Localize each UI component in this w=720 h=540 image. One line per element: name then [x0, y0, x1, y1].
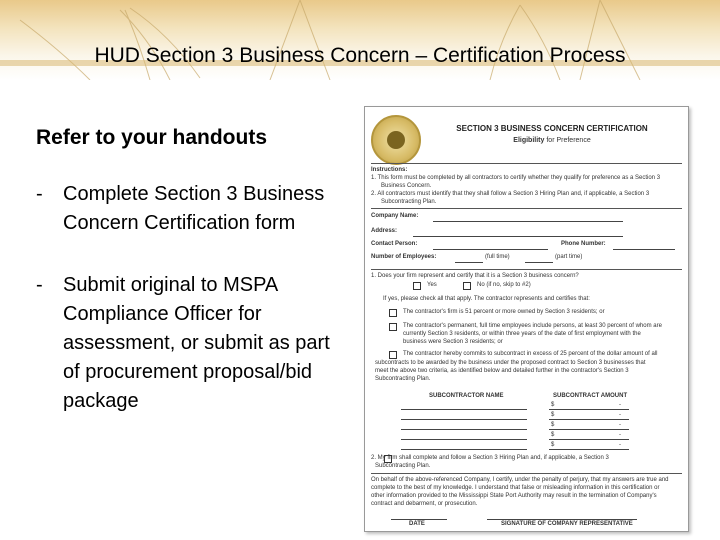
- form-divider: [371, 163, 682, 164]
- amount-dash: -: [619, 432, 621, 438]
- check-2-box: [389, 323, 397, 331]
- form-divider: [371, 208, 682, 209]
- subcontract-amount-header: SUBCONTRACT AMOUNT: [553, 393, 628, 399]
- check-3-box: [389, 351, 397, 359]
- certification-form-image: [364, 106, 689, 532]
- check-3b-text: subcontracts to be awarded by the business under the proposed contract to Section 3 businesses that: [375, 360, 646, 366]
- form-divider: [371, 269, 682, 270]
- amount-dash: -: [619, 402, 621, 408]
- banner-decoration: [0, 0, 720, 80]
- bullet-text: Complete Section 3 Business Concern Certification form: [63, 183, 325, 234]
- employees-label: Number of Employees:: [371, 254, 437, 260]
- check-3c-text: meet the above two criteria, as identified below and detailed further in the contractor's Section 3: [375, 368, 629, 374]
- instruction-1a: 1. This form must be completed by all contractors to certify whether they qualify for preference as a Section 3: [371, 175, 661, 181]
- no-label: No (if no, skip to #2): [477, 282, 531, 288]
- contact-person-line: [433, 249, 548, 250]
- form-title: SECTION 3 BUSINESS CONCERN CERTIFICATION: [456, 124, 648, 133]
- phone-label: Phone Number:: [561, 241, 606, 247]
- bullet-list: [36, 180, 336, 449]
- amount-dollar: $: [551, 402, 555, 408]
- check-2a-text: The contractor's permanent, full time employees include persons, at least 30 percent of whom are: [403, 323, 662, 329]
- amount-dash: -: [619, 412, 621, 418]
- question-2a: 2. My firm shall complete and follow a Section 3 Hiring Plan and, if applicable, a Section 3: [371, 455, 609, 461]
- address-label: Address:: [371, 228, 398, 234]
- sub-name-line: [401, 419, 527, 420]
- yes-label: Yes: [427, 282, 437, 288]
- phone-line: [613, 249, 675, 250]
- amount-line: [549, 449, 629, 450]
- no-checkbox: [463, 282, 471, 290]
- form-subtitle-rest: for Preference: [544, 137, 591, 144]
- amount-line: [549, 429, 629, 430]
- certification-text-2: complete to the best of my knowledge. I understand that false or misleading information in this certification or: [371, 485, 660, 491]
- instructions-label: Instructions:: [371, 167, 408, 173]
- signature-label: SIGNATURE OF COMPANY REPRESENTATIVE: [501, 521, 633, 527]
- certification-text-4: contract and debarment, or prosecution.: [371, 501, 478, 507]
- amount-line: [549, 439, 629, 440]
- check-1-box: [389, 309, 397, 317]
- question-2b: Subcontracting Plan.: [375, 463, 431, 469]
- certification-text-3: other information provided to the Mississippi State Port Authority may result in the termination of Company's: [371, 493, 657, 499]
- sub-name-line: [401, 429, 527, 430]
- question-1: 1. Does your firm represent and certify that it is a Section 3 business concern?: [371, 273, 579, 279]
- bullet-item: [36, 180, 336, 238]
- seal-icon: [371, 115, 421, 165]
- slide-title: HUD Section 3 Business Concern – Certification Process: [94, 44, 626, 67]
- date-line: [391, 519, 447, 520]
- if-yes-text: If yes, please check all that apply. The contractor represents and certifies that:: [383, 296, 590, 302]
- full-time-line: [455, 262, 483, 263]
- form-divider: [371, 473, 682, 474]
- yes-checkbox: [413, 282, 421, 290]
- company-name-line: [433, 221, 623, 222]
- instruction-2b: Subcontracting Plan.: [381, 199, 437, 205]
- instruction-2a: 2. All contractors must identify that they shall follow a Section 3 Hiring Plan and, if applicable, a Section 3: [371, 191, 650, 197]
- bullet-marker: -: [36, 274, 43, 296]
- form-subtitle: [427, 137, 677, 144]
- amount-dollar: $: [551, 432, 555, 438]
- signature-line: [487, 519, 637, 520]
- date-label: DATE: [409, 521, 425, 527]
- check-3a-text: The contractor hereby commits to subcontract in excess of 25 percent of the dollar amount of all: [403, 351, 658, 357]
- check-2c-text: business were Section 3 residents; or: [403, 339, 503, 345]
- contact-person-label: Contact Person:: [371, 241, 418, 247]
- check-3d-text: Subcontracting Plan.: [375, 376, 431, 382]
- check-2b-text: currently Section 3 residents, or within three years of the date of first employment with the: [403, 331, 641, 337]
- amount-line: [549, 409, 629, 410]
- sub-name-line: [401, 449, 527, 450]
- bullet-marker: -: [36, 183, 43, 205]
- part-time-line: [525, 262, 553, 263]
- amount-dash: -: [619, 442, 621, 448]
- amount-dollar: $: [551, 442, 555, 448]
- full-time-label: (full time): [485, 254, 510, 260]
- amount-line: [549, 419, 629, 420]
- form-subtitle-bold: Eligibility: [513, 137, 545, 144]
- part-time-label: (part time): [555, 254, 583, 260]
- instruction-1b: Business Concern.: [381, 183, 432, 189]
- header-banner: [0, 0, 720, 80]
- sub-name-line: [401, 439, 527, 440]
- address-line: [413, 236, 623, 237]
- bullet-item: [36, 271, 336, 416]
- sub-name-line: [401, 409, 527, 410]
- subcontractor-name-header: SUBCONTRACTOR NAME: [429, 393, 504, 399]
- slide-subheading: Refer to your handouts: [36, 126, 268, 149]
- amount-dash: -: [619, 422, 621, 428]
- amount-dollar: $: [551, 412, 555, 418]
- bullet-text: Submit original to MSPA Compliance Officer for assessment, or submit as part of procurement proposal/bid package: [63, 274, 330, 412]
- check-1-text: The contractor's firm is 51 percent or more owned by Section 3 residents; or: [403, 309, 605, 315]
- certification-text-1: On behalf of the above-referenced Company, I certify, under the penalty of perjury, that my answers are true and: [371, 477, 669, 483]
- amount-dollar: $: [551, 422, 555, 428]
- company-name-label: Company Name:: [371, 213, 419, 219]
